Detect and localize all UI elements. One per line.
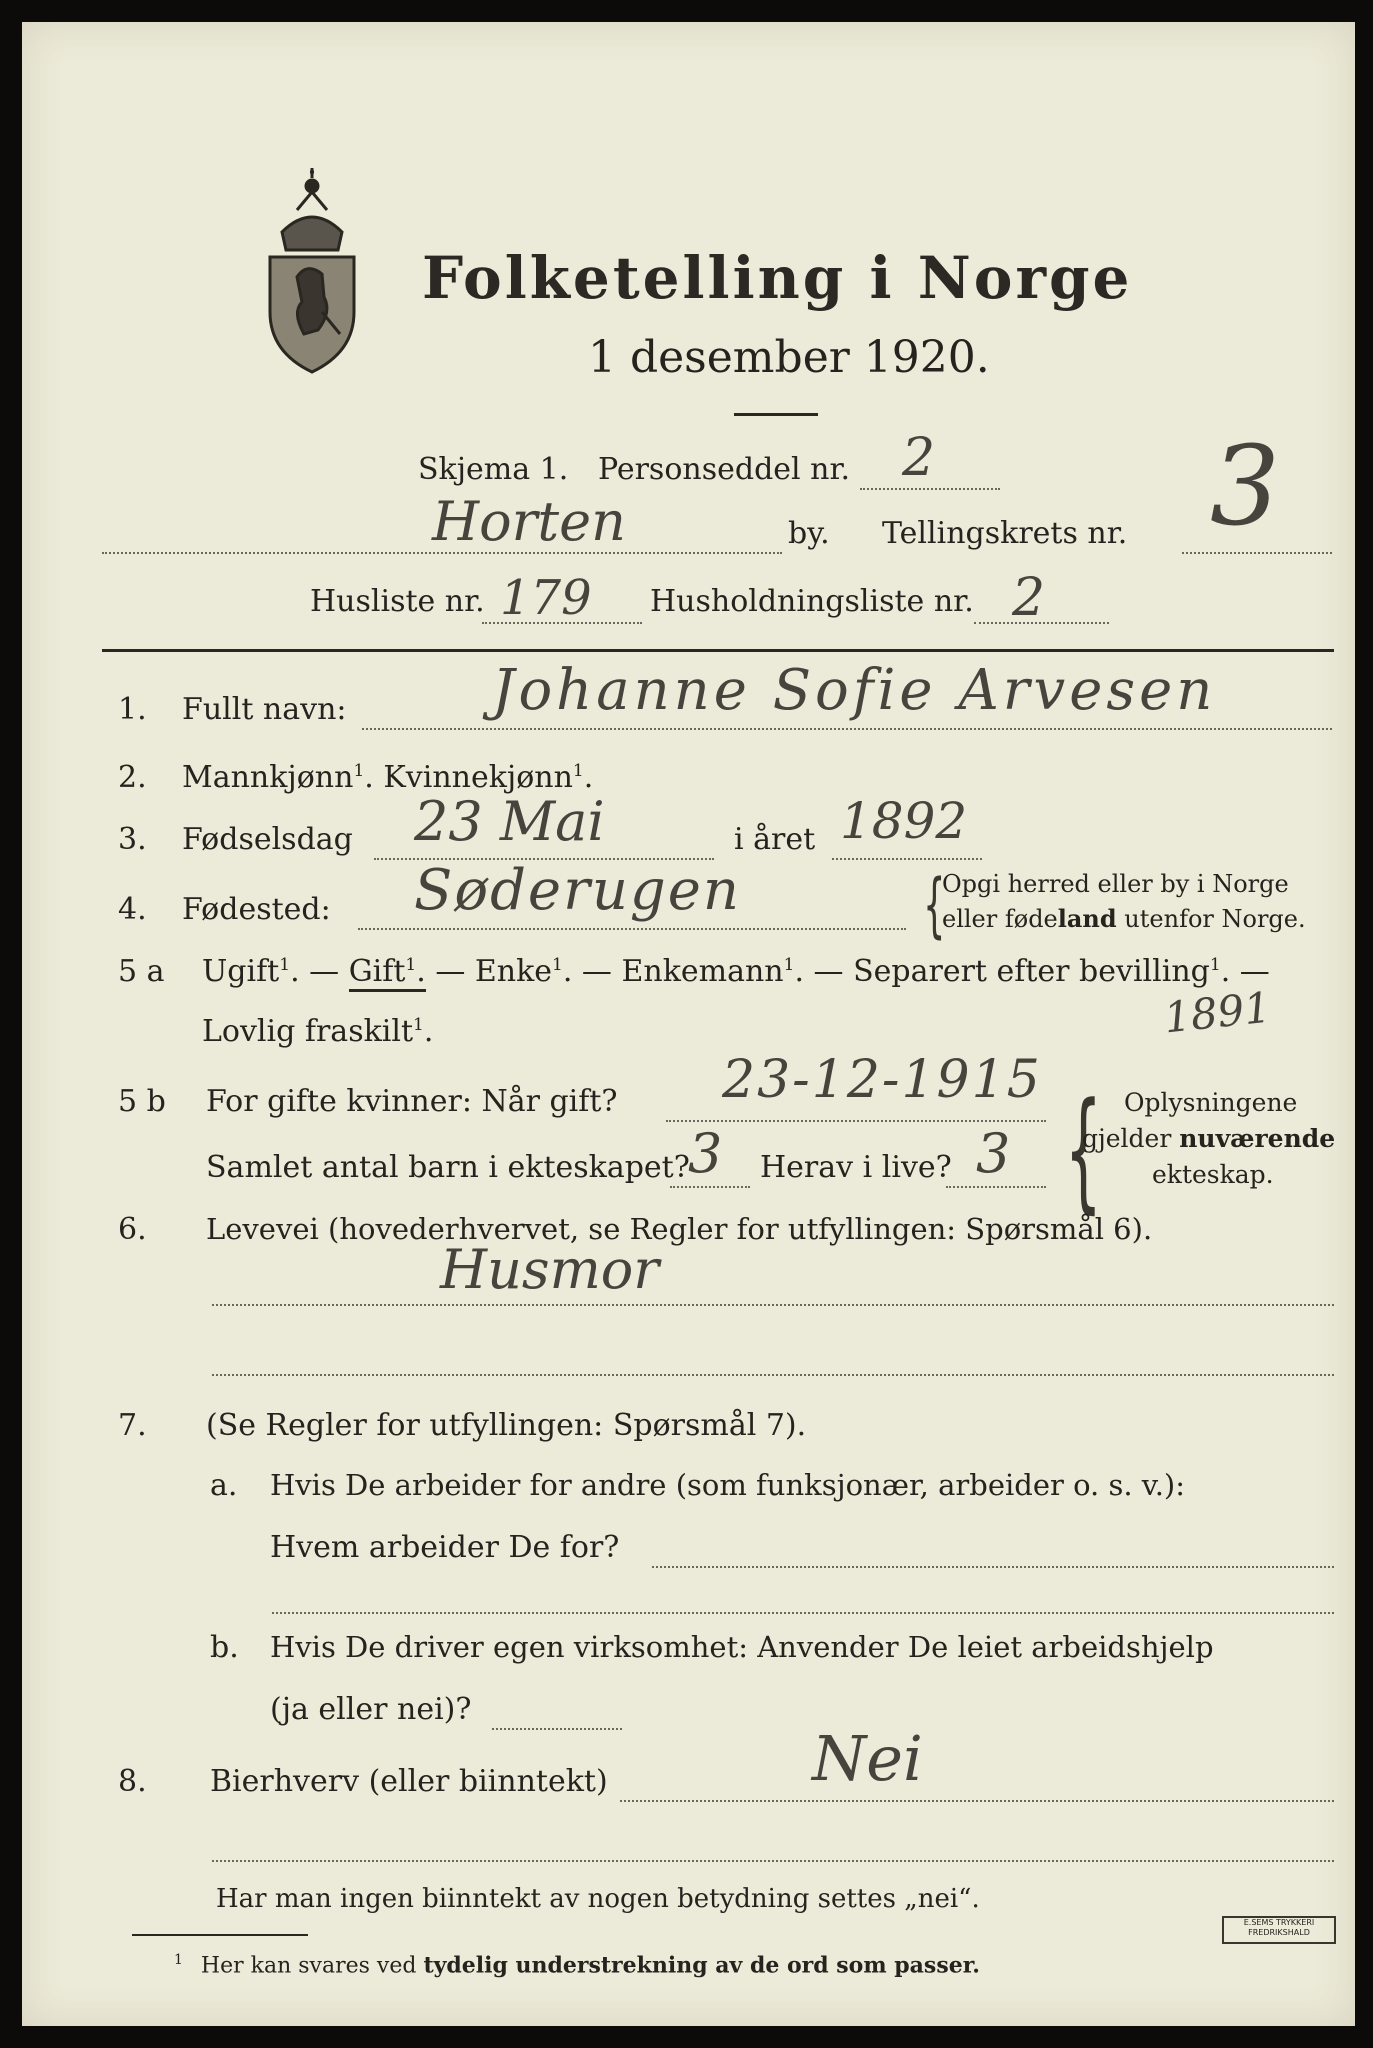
q4-label: Fødested:: [182, 892, 331, 927]
header-rule: [102, 649, 1334, 652]
birth-year-value: 1892: [840, 792, 968, 850]
alive-value: 3: [976, 1122, 1011, 1185]
husholdning-value: 2: [1012, 568, 1046, 628]
q7a-letter: a.: [210, 1468, 238, 1503]
alive-label: Herav i live?: [760, 1150, 952, 1185]
q3-number: 3.: [118, 822, 147, 857]
birthplace-note-1: Opgi herred eller by i Norge: [942, 870, 1289, 898]
q7-number: 7.: [118, 1408, 147, 1443]
footnote-rule: [132, 1934, 308, 1936]
city-value: Horten: [432, 490, 626, 553]
q3-label: Fødselsdag: [182, 822, 353, 857]
husholdning-label: Husholdningsliste nr.: [650, 584, 974, 619]
occupation-value: Husmor: [440, 1238, 660, 1301]
marital-status-options: Ugift$^1$. — Gift$^1$. — Enke$^1$. — Enkemann$^1$. — Separert efter bevilling$^1$. —: [202, 954, 1270, 989]
lovlig-fraskilt-option: Lovlig fraskilt$^1$.: [202, 1014, 434, 1049]
year-label: i året: [734, 822, 816, 857]
marriage-note-2: gjelder nuværende: [1082, 1124, 1336, 1153]
side-income-value: Nei: [812, 1722, 923, 1795]
tellingskrets-value: 3: [1210, 422, 1280, 550]
census-form: Folketelling i Norge 1 desember 1920. Skjema 1. Personseddel nr. 2 Horten by. Tellingskrets nr. 3 Husliste nr. 179 Husholdningsliste nr. 2 1. Fullt navn: Johanne Sofie Arvesen 2. Mannkjønn$^1$. Kvinnekjønn$^1$. 3. Fødselsdag 23 Mai i året 1892 4. Fødested: Søderugen { Opgi herred eller by i Norge eller fødeland utenfor Norge. 5 a Ugift$^1$. — Gift$^1$. — Enke$^1$. — Enkemann$^1$. — Separert efter bevilling$^1$. — Lovlig fraskilt$^1$. 1891 5 b For gifte kvinner: Når gift? 23-12-1915 Samlet antal barn i ekteskapet? 3 Herav i live? 3 { Oplysningene gjelder nuværende ekteskap. 6. Levevei (hovederhvervet, se Regler for utfyllingen: Spørsmål 6). Husmor 7. (Se Regler for utfyllingen: Spørsmål 7). a. Hvis De arbeider for andre (som funksjonær, arbeider o. s. v.): Hvem arbeider De for? b. Hvis De driver egen virksomhet: Anvender De leiet arbeidshjelp (ja eller nei)? 8. Bierhverv (eller biinntekt) Nei Har man ingen biinntekt av nogen betydning settes „nei“. $^1$ Her kan svares ved tydelig understrekning av de ord som passer. E.SEMS TRYKKERI FREDRIKSHALD: [22, 22, 1355, 2026]
personseddel-label: Personseddel nr.: [598, 452, 851, 487]
birthplace-value: Søderugen: [414, 858, 741, 923]
side-income-note: Har man ingen biinntekt av nogen betydning settes „nei“.: [216, 1884, 980, 1914]
gender-options: Mannkjønn$^1$. Kvinnekjønn$^1$.: [182, 760, 594, 795]
q7-label: (Se Regler for utfyllingen: Spørsmål 7).: [206, 1408, 807, 1443]
full-name-value: Johanne Sofie Arvesen: [492, 658, 1217, 723]
q7a-question: Hvem arbeider De for?: [270, 1530, 620, 1565]
personseddel-value: 2: [902, 428, 936, 488]
q4-number: 4.: [118, 892, 147, 927]
q7b-letter: b.: [210, 1630, 239, 1665]
birthday-value: 23 Mai: [414, 790, 605, 853]
q7b-text: Hvis De driver egen virksomhet: Anvender De leiet arbeidshjelp: [270, 1630, 1214, 1664]
by-label: by.: [788, 516, 830, 551]
q7a-text: Hvis De arbeider for andre (som funksjonær, arbeider o. s. v.):: [270, 1468, 1186, 1502]
q5a-number: 5 a: [118, 954, 165, 989]
married-when-label: For gifte kvinner: Når gift?: [206, 1084, 618, 1119]
husliste-label: Husliste nr.: [310, 584, 485, 619]
marriage-note-3: ekteskap.: [1152, 1160, 1274, 1189]
occupation-label: Levevei (hovederhvervet, se Regler for utfyllingen: Spørsmål 6).: [206, 1212, 1153, 1246]
q1-number: 1.: [118, 692, 147, 727]
form-title: Folketelling i Norge: [422, 244, 1133, 312]
coat-of-arms-icon: [252, 162, 372, 377]
birthplace-note-2: eller fødeland utenfor Norge.: [942, 904, 1306, 933]
tellingskrets-label: Tellingskrets nr.: [882, 516, 1128, 551]
q1-label: Fullt navn:: [182, 692, 347, 727]
marriage-note-1: Oplysningene: [1124, 1088, 1298, 1117]
q2-number: 2.: [118, 760, 147, 795]
marriage-date-value: 23-12-1915: [722, 1050, 1042, 1110]
q8-number: 8.: [118, 1764, 147, 1799]
census-date: 1 desember 1920.: [588, 332, 990, 383]
side-income-label: Bierhverv (eller biinntekt): [210, 1764, 608, 1799]
margin-note-year: 1891: [1161, 982, 1274, 1043]
q6-number: 6.: [118, 1212, 147, 1247]
footnote: $^1$ Her kan svares ved tydelig understrekning av de ord som passer.: [174, 1952, 980, 1979]
children-value: 3: [688, 1122, 723, 1185]
q7b-question: (ja eller nei)?: [270, 1692, 472, 1727]
printer-stamp: E.SEMS TRYKKERI FREDRIKSHALD: [1222, 1916, 1336, 1944]
title-divider: [734, 413, 818, 416]
skjema-label: Skjema 1.: [418, 452, 569, 487]
children-label: Samlet antal barn i ekteskapet?: [206, 1150, 690, 1185]
q5b-number: 5 b: [118, 1084, 166, 1119]
husliste-value: 179: [500, 570, 592, 626]
